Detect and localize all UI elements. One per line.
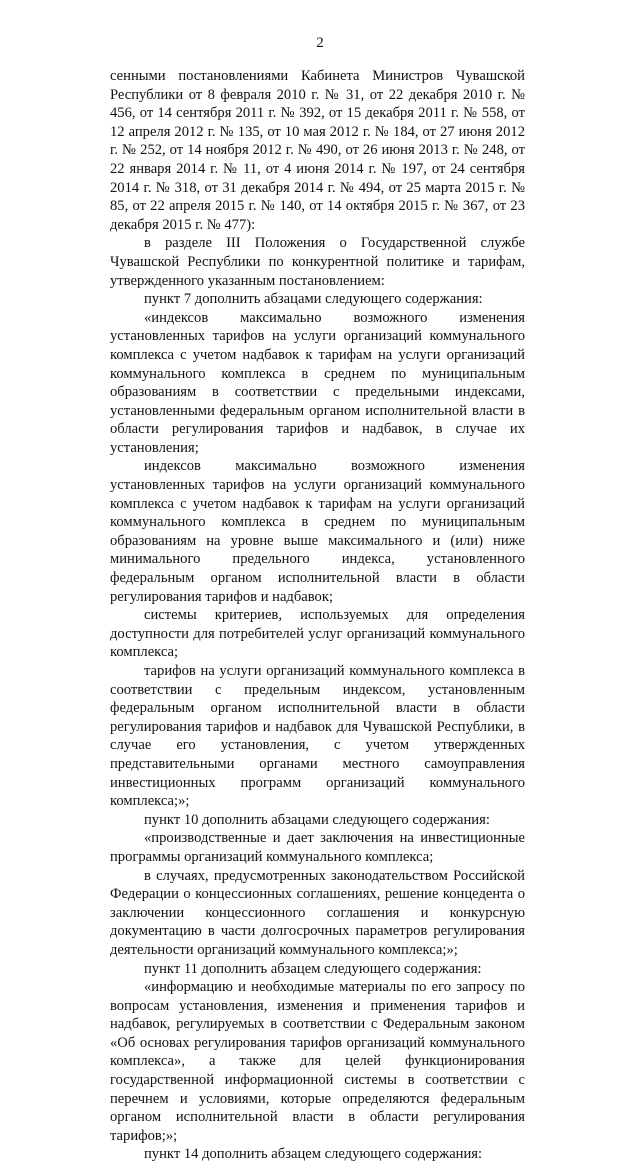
paragraph: пункт 14 дополнить абзацем следующего содержания: xyxy=(144,1146,483,1163)
paragraph: тарифов на услуги организаций коммунального комплекса в соответствии с предельным индексом, установленным федеральным органом исполнительной власти в области регулирования тарифов и надбавок для Чувашской Республики, в случае его установления, с учетом утвержденных представительными органами местного самоуправления инвестиционных программ организаций коммунального комплекса;»; xyxy=(110,663,525,810)
paragraph: пункт 11 дополнить абзацем следующего содержания: xyxy=(144,960,482,977)
document-body xyxy=(110,67,525,1164)
paragraph: «индексов максимально возможного изменения установленных тарифов на услуги организаций коммунального комплекса с учетом надбавок к тарифам на услуги организаций коммунального комплекса в среднем по муниципальным образованиям в соответствии с предельными индексами, установленными федеральным органом исполнительной власти в области регулирования тарифов и надбавок, в случае их установления; xyxy=(110,309,525,456)
page-number: 2 xyxy=(316,35,324,51)
paragraph: индексов максимально возможного изменения установленных тарифов на услуги организаций коммунального комплекса с учетом надбавок к тарифам на услуги организаций коммунального комплекса в среднем по муниципальным образованиям на уровне выше максимального и (или) ниже минимального предельного индекса, установленного федеральным органом исполнительной власти в области регулирования тарифов и надбавок; xyxy=(110,458,525,605)
paragraph: в разделе III Положения о Государственной службе Чувашской Республики по конкурентной политике и тарифам, утвержденного указанным постановлением: xyxy=(110,235,525,289)
paragraph: в случаях, предусмотренных законодательством Российской Федерации о концессионных соглашениях, решение концедента о заключении концессионного соглашения и конкурсную документацию в части долгосрочных параметров регулирования деятельности организаций коммунального комплекса;»; xyxy=(110,867,525,958)
paragraph: «производственные и дает заключения на инвестиционные программы организаций коммунального комплекса; xyxy=(110,830,525,865)
paragraph: пункт 10 дополнить абзацами следующего содержания: xyxy=(144,811,490,828)
paragraph: «информацию и необходимые материалы по его запросу по вопросам установления, изменения и применения тарифов и надбавок, регулируемых в соответствии с Федеральным законом «Об основах регулирования тарифов организаций коммунального комплекса», а также для целей функционирования государственной информационной системы в соответствии с перечнем и условиями, которые определяются федеральным органом исполнительной власти в области регулирования тарифов;»; xyxy=(110,979,525,1144)
paragraph: пункт 7 дополнить абзацами следующего содержания: xyxy=(144,291,483,308)
paragraph: системы критериев, используемых для определения доступности для потребителей услуг организаций коммунального комплекса; xyxy=(110,607,525,661)
paragraph: сенными постановлениями Кабинета Министров Чувашской Республики от 8 февраля 2010 г. № 31, от 22 декабря 2010 г. № 456, от 14 сентября 2011 г. № 392, от 15 декабря 2011 г. № 558, от 12 апреля 2012 г. № 135, от 10 мая 2012 г. № 184, от 27 июня 2012 г. № 252, от 14 ноября 2012 г. № 490, от 26 июня 2013 г. № 248, от 22 января 2014 г. № 11, от 4 июня 2014 г. № 197, от 24 сентября 2014 г. № 318, от 31 декабря 2014 г. № 494, от 25 марта 2015 г. № 85, от 22 апреля 2015 г. № 140, от 14 октября 2015 г. № 367, от 23 декабря 2015 г. № 477): xyxy=(110,68,525,233)
